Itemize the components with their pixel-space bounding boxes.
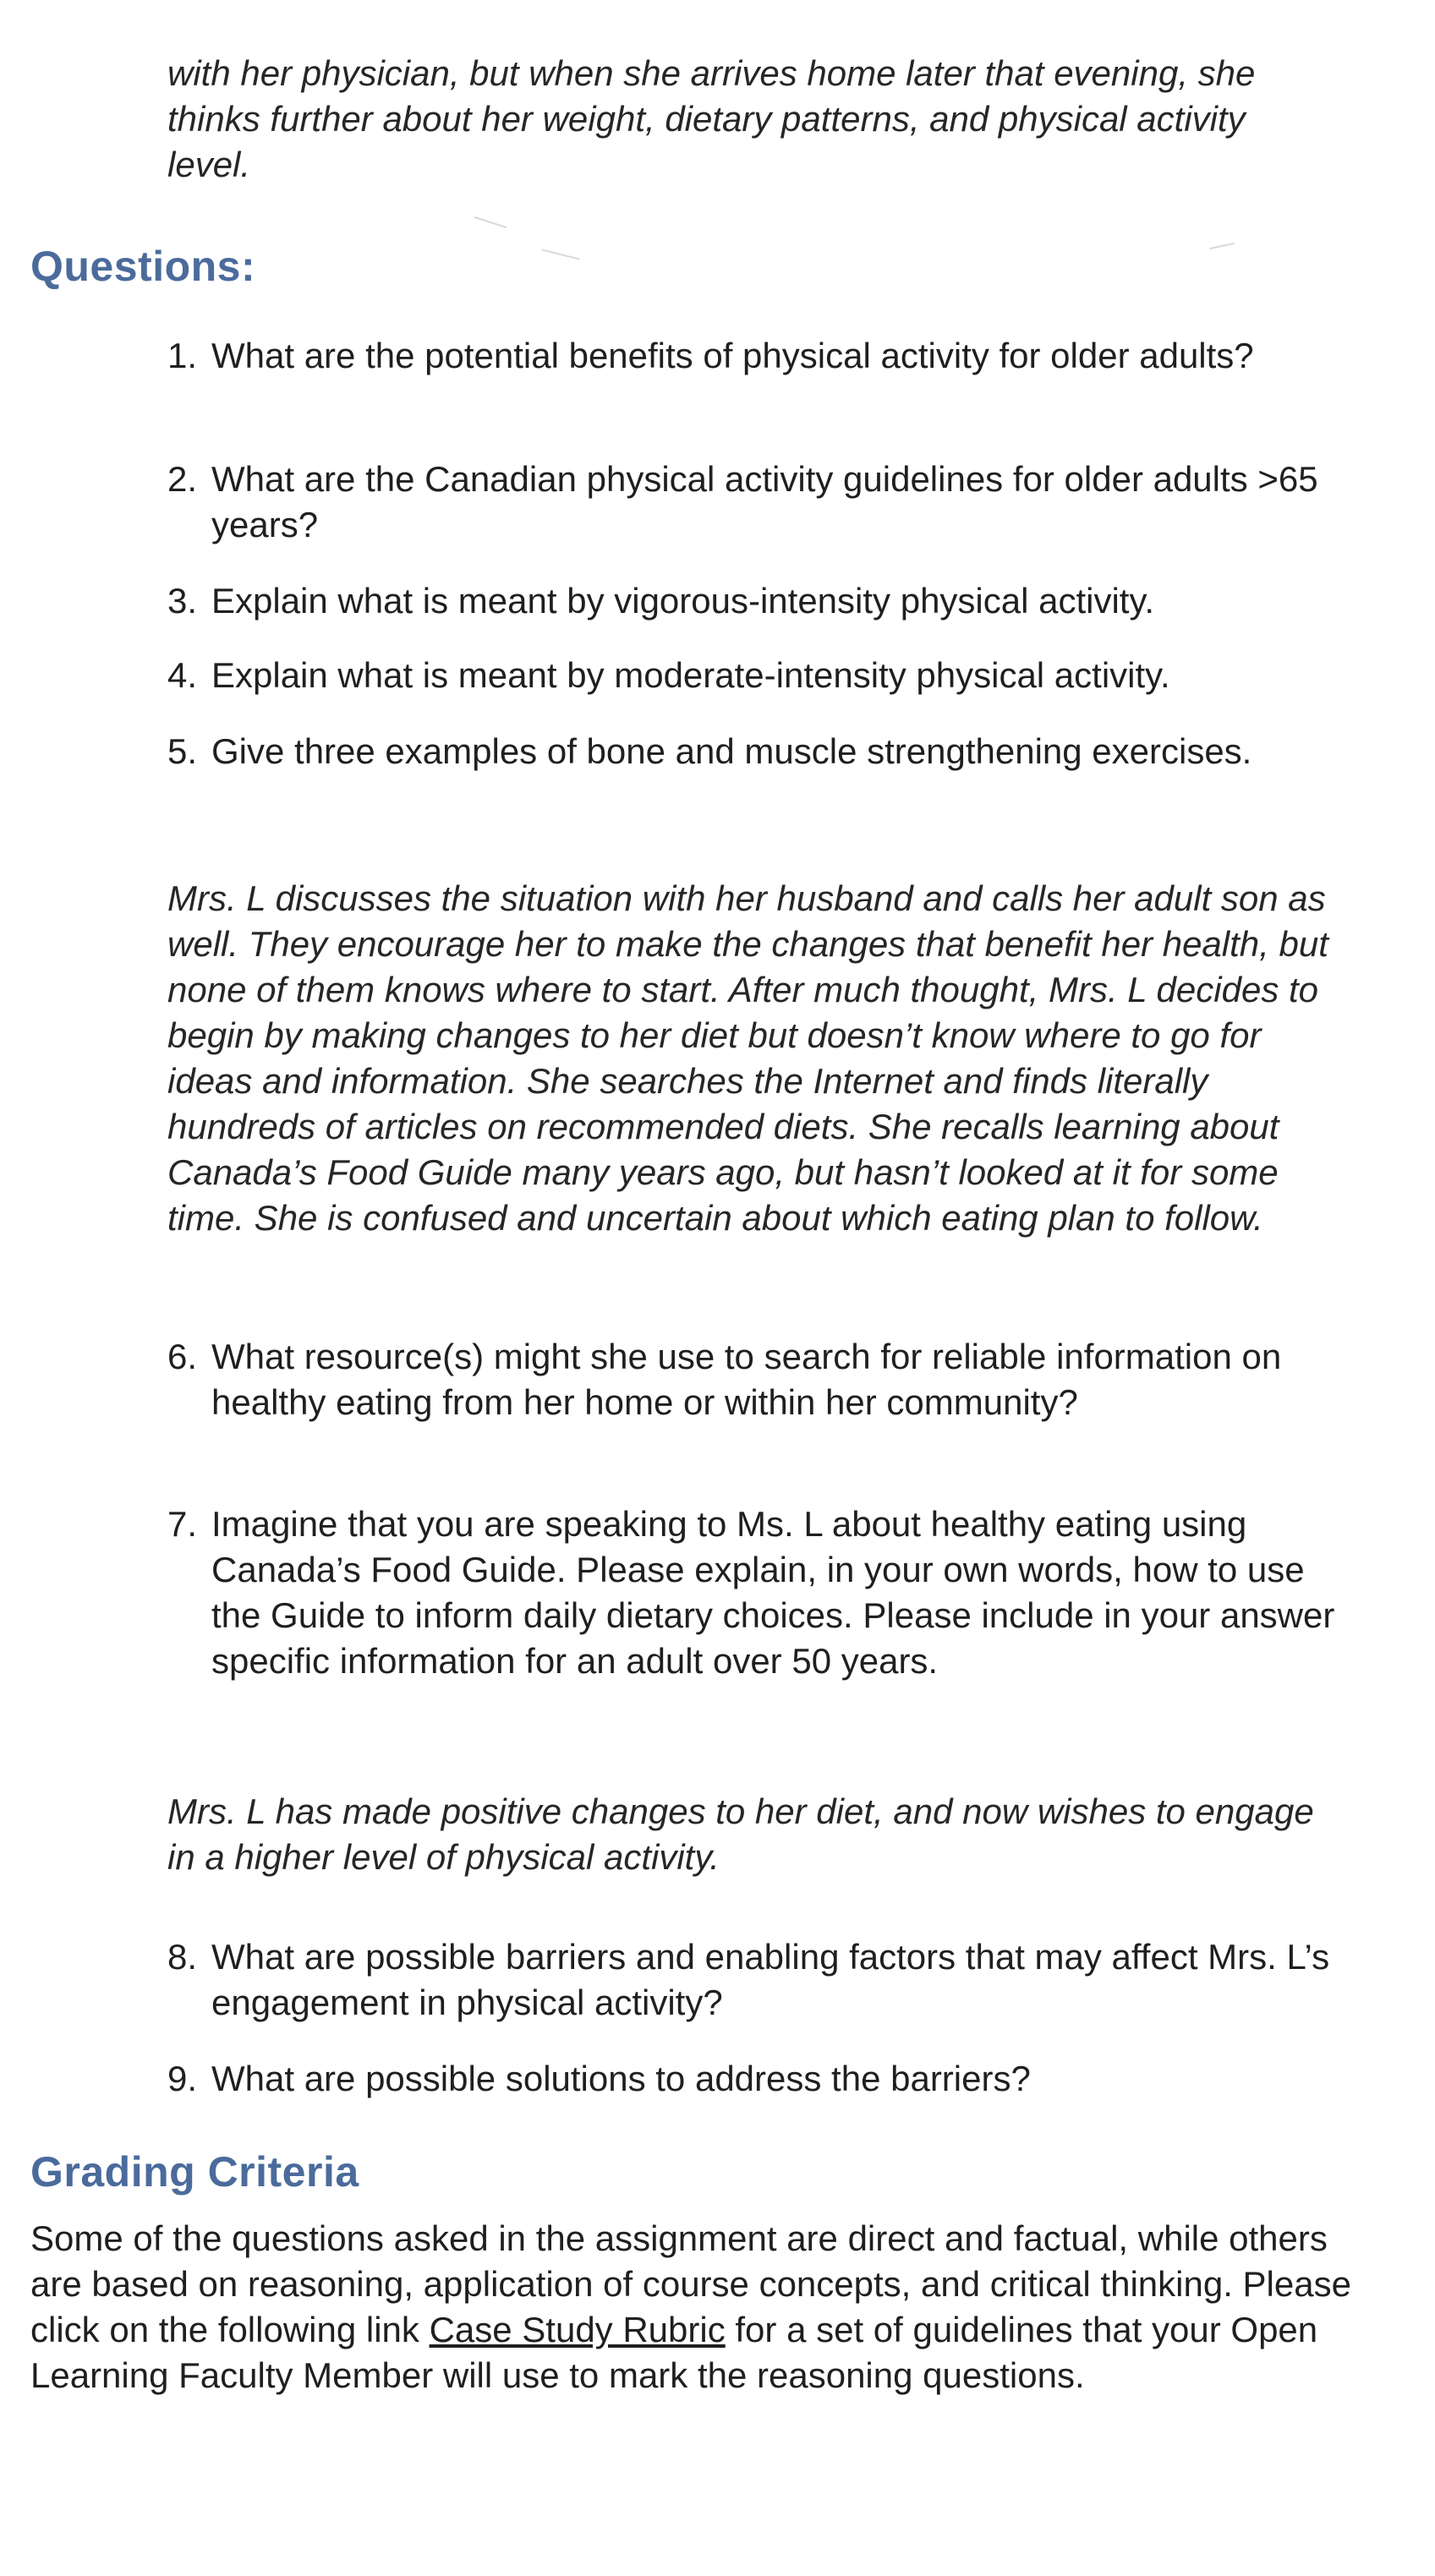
intro-paragraph: with her physician, but when she arrives home later that evening, she thinks further about her weight, dietary patterns, and physical activity level. xyxy=(167,53,1256,184)
grading-paragraph xyxy=(30,2216,1367,2398)
question-text: What are the potential benefits of physical activity for older adults? xyxy=(211,336,1254,375)
question-number: 7. xyxy=(167,1504,198,1544)
question-text: Give three examples of bone and muscle strengthening exercises. xyxy=(211,731,1252,771)
questions-heading: Questions: xyxy=(30,243,256,290)
question-item-6 xyxy=(167,1334,1351,1425)
question-text: Explain what is meant by moderate-intensity physical activity. xyxy=(211,655,1170,695)
question-item-4 xyxy=(167,653,1351,698)
question-text: What resource(s) might she use to search for reliable information on healthy eating from her home or within her community? xyxy=(211,1337,1282,1422)
question-number: 1. xyxy=(167,336,198,375)
question-number: 4. xyxy=(167,655,198,695)
question-text: Explain what is meant by vigorous-intensity physical activity. xyxy=(211,581,1155,621)
question-item-2 xyxy=(167,457,1351,548)
scan-artifact xyxy=(474,216,507,228)
question-item-7 xyxy=(167,1501,1351,1684)
question-text: Imagine that you are speaking to Ms. L about healthy eating using Canada’s Food Guide. Please explain, in your own words, how to use the Guide to inform daily dietary choices. Please include in your answer specific information for an adult over 50 years. xyxy=(211,1504,1335,1681)
question-item-5 xyxy=(167,729,1351,774)
question-number: 9. xyxy=(167,2059,198,2098)
case-study-rubric-link[interactable]: Case Study Rubric xyxy=(429,2310,726,2349)
question-number: 2. xyxy=(167,459,198,499)
question-number: 6. xyxy=(167,1337,198,1376)
question-text: What are possible barriers and enabling factors that may affect Mrs. L’s engagement in physical activity? xyxy=(211,1937,1330,2022)
question-item-9 xyxy=(167,2056,1351,2102)
question-number: 3. xyxy=(167,581,198,621)
question-number: 5. xyxy=(167,731,198,771)
question-text: What are possible solutions to address the barriers? xyxy=(211,2059,1031,2098)
scenario-paragraph-3: Mrs. L has made positive changes to her diet, and now wishes to engage in a higher level of physical activity. xyxy=(167,1791,1314,1877)
question-text: What are the Canadian physical activity guidelines for older adults >65 years? xyxy=(211,459,1318,544)
scenario-paragraph-2: Mrs. L discusses the situation with her husband and calls her adult son as well. They encourage her to make the changes that benefit her health, but none of them knows where to start. After much thought, Mrs. L decides to begin by making changes to her diet but doesn’t know where to go for ideas and information. She searches the Internet and finds literally hundreds of articles on recommended diets. She recalls learning about Canada’s Food Guide many years ago, but hasn’t looked at it for some time. She is confused and uncertain about which eating plan to follow. xyxy=(167,878,1328,1238)
grading-text-before: Some of the questions asked in the assignment are direct and factual, while others are based on reasoning, application of course concepts, and critical thinking. Please click on the following link xyxy=(30,2218,1351,2349)
question-item-8 xyxy=(167,1934,1351,2026)
grading-text-after: for a set of guidelines that your Open Learning Faculty Member will use to mark the reasoning questions. xyxy=(30,2310,1318,2395)
question-number: 8. xyxy=(167,1937,198,1977)
scan-artifact xyxy=(541,249,579,260)
scan-artifact xyxy=(1209,243,1235,249)
question-item-1 xyxy=(167,333,1351,379)
question-item-3 xyxy=(167,578,1351,624)
grading-criteria-heading: Grading Criteria xyxy=(30,2148,359,2196)
